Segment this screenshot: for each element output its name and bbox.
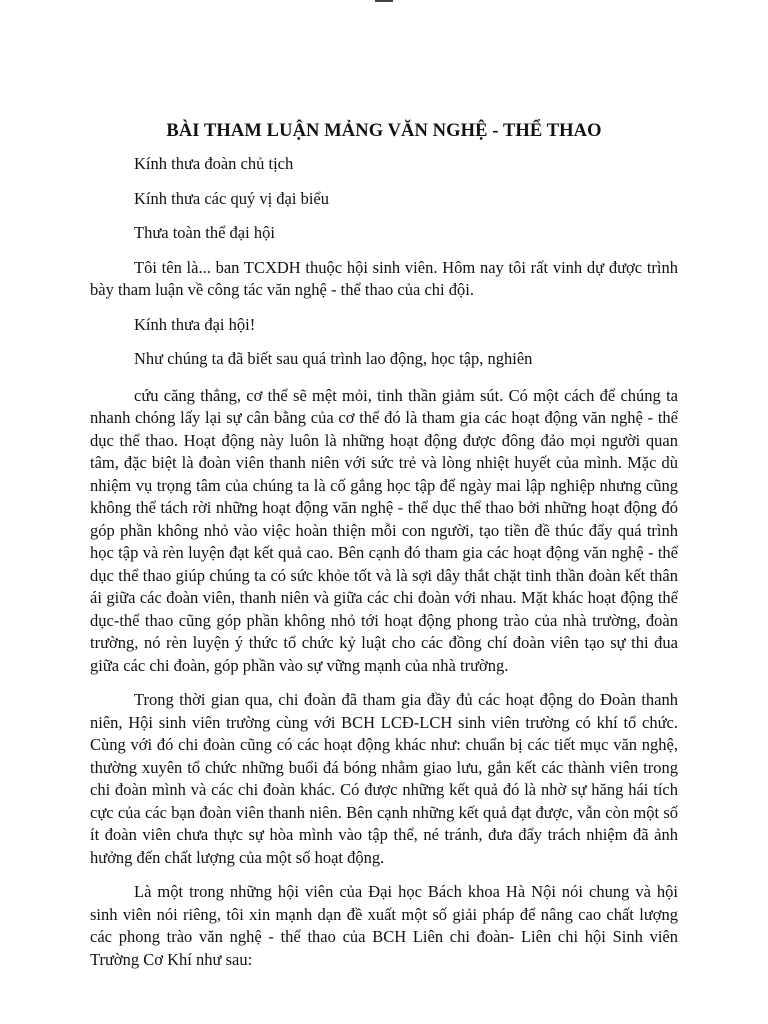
- document-page: [90, 118, 678, 971]
- greeting-line: Kính thưa đoàn chủ tịch: [134, 154, 294, 173]
- address-line: Kính thưa đại hội!: [134, 314, 256, 334]
- page-separator-mark: [375, 0, 393, 2]
- body-paragraph: cứu căng thẳng, cơ thể sẽ mệt mỏi, tinh thần giảm sút. Có một cách để chúng ta nhanh chóng lấy lại sự cân bằng của cơ thể đó là tham gia các hoạt động văn nghệ - thể dục thể thao. Hoạt động này luôn là những hoạt động được đông đảo mọi người quan tâm, đặc biệt là đoàn viên thanh niên với sức trẻ và lòng nhiệt huyết của mình. Mặc dù nhiệm vụ trọng tâm của chúng ta là cố gắng học tập để ngày mai lập nghiệp nhưng cũng không thể tách rời những hoạt động văn nghệ - thể dục thể thao bởi những hoạt động đó góp phần không nhỏ vào việc hoàn thiện mỗi con người, tạo tiền đề thúc đẩy quá trình học tập và rèn luyện đạt kết quả cao. Bên cạnh đó tham gia các hoạt động văn nghệ - thể dục thể thao giúp chúng ta có sức khỏe tốt và là sợi dây thắt chặt tinh thần đoàn kết thân ái giữa các đoàn viên, thanh niên và giữa các chi đoàn với nhau. Mặt khác hoạt động thể dục-thể thao cũng góp phần không nhỏ tới hoạt động phong trào của nhà trường, đoàn trường, nó rèn luyện ý thức tổ chức kỷ luật cho các đồng chí đoàn viên tạo sự thi đua giữa các chi đoàn, góp phần vào sự vững mạnh của nhà trường.: [90, 385, 678, 675]
- greeting-line: Kính thưa các quý vị đại biểu: [134, 188, 329, 208]
- intro-paragraph: Tôi tên là... ban TCXDH thuộc hội sinh viên. Hôm nay tôi rất vinh dự được trình bày tham luận về công tác văn nghệ - thể thao của chi đội.: [90, 257, 678, 299]
- lead-line: Như chúng ta đã biết sau quá trình lao động, học tập, nghiên: [134, 349, 533, 368]
- body-paragraph: Là một trong những hội viên của Đại học Bách khoa Hà Nội nói chung và hội sinh viên nói riêng, tôi xin mạnh dạn đề xuất một số giải pháp để nâng cao chất lượng các phong trào văn nghệ - thể thao của BCH Liên chi đoàn- Liên chi hội Sinh viên Trường Cơ Khí như sau:: [90, 882, 678, 969]
- document-title: BÀI THAM LUẬN MẢNG VĂN NGHỆ - THỂ THAO: [166, 121, 602, 141]
- greeting-line: Thưa toàn thể đại hội: [134, 223, 275, 242]
- body-paragraph: Trong thời gian qua, chi đoàn đã tham gia đầy đủ các hoạt động do Đoàn thanh niên, Hội sinh viên trường cùng với BCH LCĐ-LCH sinh viên trường có khí tổ chức. Cùng với đó chi đoàn cũng có các hoạt động khác như: chuẩn bị các tiết mục văn nghệ, thường xuyên tổ chức những buổi đá bóng nhằm giao lưu, gắn kết các thành viên trong chi đoàn mình và các chi đoàn khác. Có được những kết quả đó là nhờ sự hăng hái tích cực của các bạn đoàn viên thanh niên. Bên cạnh những kết quả đạt được, vẫn còn một số ít đoàn viên chưa thực sự hòa mình vào tập thể, né tránh, đưa đẩy trách nhiệm đã ảnh hưởng đến chất lượng của một số hoạt động.: [90, 690, 678, 867]
